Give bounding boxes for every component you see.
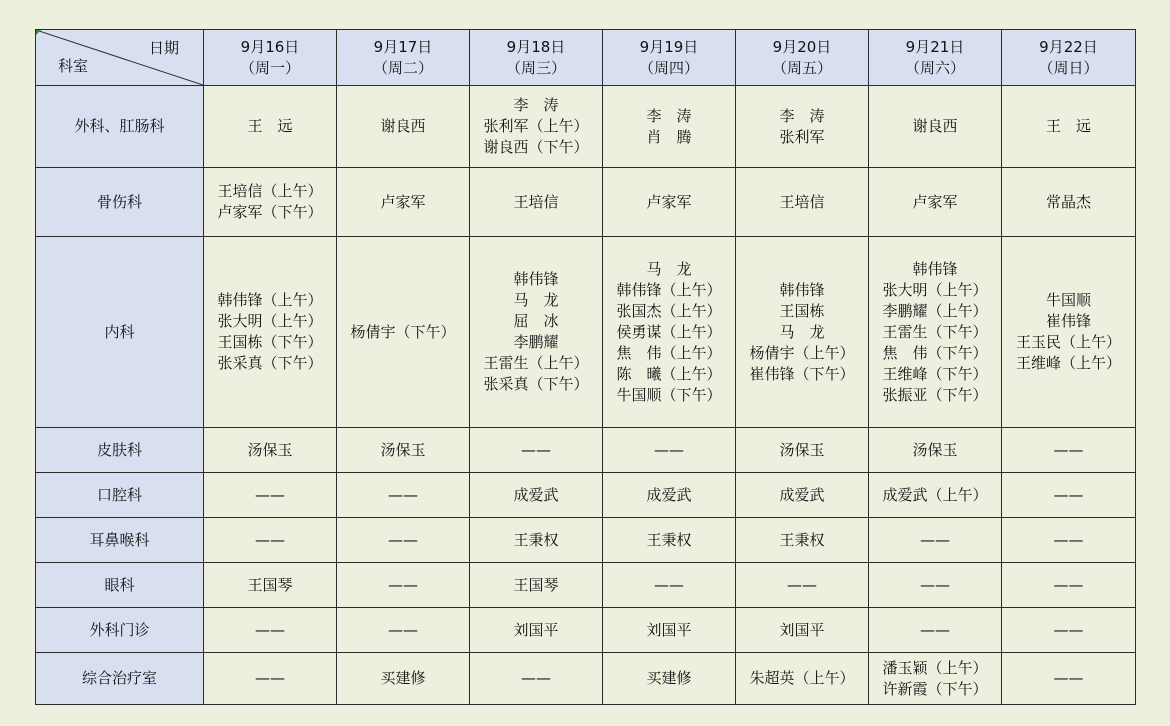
cell-entries: [1054, 530, 1084, 551]
doctor-entry: 李鹏耀: [513, 333, 559, 351]
schedule-cell: [204, 653, 337, 705]
doctor-entry: ——: [920, 575, 950, 594]
doctor-entry: 许新霞（下午）: [882, 679, 988, 698]
cell-entries: [380, 192, 425, 213]
doctor-entry: 王秉权: [646, 530, 692, 549]
doctor-entry: 王 远: [247, 117, 293, 135]
doctor-entry: ——: [920, 530, 950, 549]
schedule-cell: [470, 608, 603, 653]
doctor-entry: 刘国平: [779, 620, 825, 639]
duty-schedule-table: [35, 29, 1136, 705]
doctor-entry: ——: [255, 485, 285, 504]
doctor-entry: 王国琴: [247, 575, 293, 594]
doctor-entry: 谢良西（下午）: [483, 138, 589, 156]
doctor-entry: ——: [255, 530, 285, 549]
cell-entries: [255, 668, 285, 689]
day-weekday: （周日）: [1038, 58, 1099, 77]
day-weekday: （周二）: [372, 58, 433, 77]
schedule-cell: [470, 473, 603, 518]
doctor-entry: 陈 曦（上午）: [616, 364, 722, 383]
schedule-cell: [204, 473, 337, 518]
cell-entries: [388, 620, 418, 641]
schedule-cell: [869, 86, 1002, 168]
doctor-entry: 马 龙: [513, 291, 559, 309]
day-weekday: （周六）: [904, 58, 965, 77]
department-name: 皮肤科: [36, 428, 204, 473]
doctor-entry: 王培信: [779, 192, 825, 211]
schedule-cell: [1002, 608, 1136, 653]
doctor-entry: 谢良西: [912, 117, 958, 135]
schedule-cell: [204, 237, 337, 428]
doctor-entry: 王秉权: [779, 530, 825, 549]
doctor-entry: 张采真（下午）: [217, 354, 323, 372]
header-row: [36, 30, 1136, 86]
schedule-cell: [736, 86, 869, 168]
department-name: 外科门诊: [36, 608, 204, 653]
cell-entries: [255, 530, 285, 551]
schedule-cell: [603, 563, 736, 608]
cell-entries: [1054, 620, 1084, 641]
schedule-cell: [869, 428, 1002, 473]
doctor-entry: ——: [920, 620, 950, 639]
doctor-entry: ——: [388, 485, 418, 504]
cell-entries: [882, 485, 987, 506]
schedule-cell: [603, 653, 736, 705]
doctor-entry: 王雷生（下午）: [882, 322, 988, 341]
doctor-entry: 李 涛: [646, 106, 692, 125]
schedule-cell: [736, 653, 869, 705]
department-row: [36, 563, 1136, 608]
department-name: 外科、肛肠科: [36, 86, 204, 168]
doctor-entry: ——: [787, 575, 817, 594]
day-weekday: （周三）: [505, 58, 566, 77]
schedule-cell: [736, 563, 869, 608]
department-row: [36, 518, 1136, 563]
doctor-entry: 马 龙: [779, 322, 825, 341]
doctor-entry: 潘玉颖（上午）: [882, 658, 988, 677]
cell-entries: [247, 116, 292, 137]
schedule-cell: [869, 653, 1002, 705]
cell-entries: [247, 575, 292, 596]
day-weekday: （周五）: [771, 58, 832, 77]
schedule-cell: [736, 428, 869, 473]
cell-entries: [247, 440, 292, 461]
doctor-entry: 崔伟锋（下午）: [749, 364, 855, 383]
cell-entries: [1016, 290, 1121, 374]
schedule-cell: [1002, 653, 1136, 705]
cell-entries: [380, 668, 425, 689]
cell-entries: [380, 440, 425, 461]
schedule-cell: [603, 473, 736, 518]
doctor-entry: 汤保玉: [380, 440, 426, 459]
doctor-entry: 王维峰（下午）: [882, 364, 988, 383]
doctor-entry: 刘国平: [513, 620, 559, 639]
department-name: 口腔科: [36, 473, 204, 518]
schedule-cell: [736, 237, 869, 428]
schedule-cell: [1002, 168, 1136, 237]
schedule-cell: [337, 653, 470, 705]
cell-entries: [513, 530, 558, 551]
cell-entries: [1054, 440, 1084, 461]
doctor-entry: 成爱武（上午）: [882, 485, 988, 504]
cell-entries: [646, 106, 691, 148]
doctor-entry: ——: [388, 575, 418, 594]
cell-entries: [787, 575, 817, 596]
doctor-entry: 汤保玉: [247, 440, 293, 459]
cell-entries: [513, 620, 558, 641]
doctor-entry: 买建修: [646, 669, 692, 687]
doctor-entry: 李鹏耀（上午）: [882, 301, 988, 320]
day-column-header: [603, 30, 736, 86]
doctor-entry: 张大明（上午）: [882, 280, 988, 299]
schedule-cell: [204, 428, 337, 473]
doctor-entry: 卢家军: [912, 192, 958, 211]
doctor-entry: 卢家军: [646, 192, 692, 211]
schedule-cell: [603, 518, 736, 563]
schedule-cell: [470, 653, 603, 705]
cell-entries: [255, 620, 285, 641]
department-row: [36, 86, 1136, 168]
cell-entries: [513, 192, 558, 213]
doctor-entry: 杨倩宇（下午）: [350, 322, 456, 341]
doctor-entry: ——: [1053, 669, 1084, 687]
schedule-cell: [337, 428, 470, 473]
cell-entries: [350, 322, 455, 343]
department-name: 骨伤科: [36, 168, 204, 237]
cell-entries: [920, 620, 950, 641]
cell-entries: [255, 485, 285, 506]
schedule-cell: [1002, 428, 1136, 473]
doctor-entry: ——: [1053, 440, 1084, 459]
doctor-entry: 崔伟锋: [1045, 312, 1091, 330]
department-row: [36, 473, 1136, 518]
cell-entries: [646, 485, 691, 506]
cell-entries: [1046, 116, 1091, 137]
doctor-entry: ——: [521, 440, 551, 459]
corner-header-cell: [36, 30, 204, 86]
doctor-entry: 王雷生（上午）: [483, 354, 589, 372]
cell-entries: [388, 485, 418, 506]
schedule-cell: [204, 168, 337, 237]
cell-entries: [646, 668, 691, 689]
doctor-entry: ——: [654, 440, 684, 459]
doctor-entry: 王培信（上午）: [217, 182, 323, 200]
doctor-entry: 焦 伟（上午）: [616, 343, 722, 362]
doctor-entry: 牛国顺: [1045, 291, 1091, 309]
doctor-entry: 王 远: [1045, 117, 1091, 135]
schedule-cell: [470, 563, 603, 608]
day-column-header: [204, 30, 337, 86]
doctor-entry: 杨倩宇（上午）: [749, 343, 855, 362]
schedule-cell: [470, 237, 603, 428]
schedule-cell: [470, 168, 603, 237]
schedule-cell: [736, 608, 869, 653]
doctor-entry: ——: [654, 575, 684, 594]
cell-entries: [217, 290, 322, 374]
day-column-header: [736, 30, 869, 86]
schedule-cell: [204, 518, 337, 563]
doctor-entry: 常晶杰: [1045, 192, 1091, 211]
day-column-header: [1002, 30, 1136, 86]
doctor-entry: 焦 伟（下午）: [882, 343, 988, 362]
schedule-cell: [1002, 86, 1136, 168]
schedule-cell: [337, 563, 470, 608]
doctor-entry: 牛国顺（下午）: [616, 385, 722, 404]
doctor-entry: 肖 腾: [646, 127, 692, 146]
cell-entries: [882, 658, 987, 700]
cell-entries: [521, 440, 551, 461]
schedule-cell: [869, 168, 1002, 237]
department-row: [36, 608, 1136, 653]
cell-entries: [779, 530, 824, 551]
doctor-entry: ——: [1053, 530, 1084, 549]
cell-entries: [1054, 575, 1084, 596]
schedule-cell: [337, 168, 470, 237]
department-name: 内科: [36, 237, 204, 428]
day-date: 9月17日: [373, 37, 433, 56]
day-date: 9月18日: [506, 37, 566, 56]
doctor-entry: 汤保玉: [912, 440, 958, 459]
schedule-cell: [736, 168, 869, 237]
schedule-cell: [1002, 473, 1136, 518]
cell-entries: [388, 575, 418, 596]
schedule-cell: [337, 237, 470, 428]
cell-entries: [779, 106, 824, 148]
cell-entries: [920, 530, 950, 551]
schedule-cell: [337, 473, 470, 518]
cell-entries: [779, 485, 824, 506]
cell-entries: [217, 181, 322, 223]
doctor-entry: ——: [388, 620, 418, 639]
day-weekday: （周四）: [638, 58, 699, 77]
schedule-cell: [337, 608, 470, 653]
schedule-cell: [869, 237, 1002, 428]
doctor-entry: 韩伟锋（上午）: [616, 280, 722, 299]
department-row: [36, 428, 1136, 473]
schedule-cell: [603, 168, 736, 237]
doctor-entry: ——: [1053, 485, 1084, 504]
day-date: 9月19日: [639, 37, 699, 56]
doctor-entry: ——: [521, 669, 551, 687]
cell-entries: [380, 116, 425, 137]
schedule-body: [36, 86, 1136, 705]
cell-entries: [521, 668, 551, 689]
cell-entries: [912, 440, 957, 461]
schedule-cell: [337, 518, 470, 563]
cell-entries: [646, 530, 691, 551]
doctor-entry: 王国栋（下午）: [217, 333, 323, 351]
cell-entries: [779, 620, 824, 641]
schedule-cell: [204, 608, 337, 653]
doctor-entry: 王培信: [513, 192, 559, 211]
doctor-entry: 谢良西: [380, 117, 426, 135]
doctor-entry: 韩伟锋: [779, 280, 825, 299]
cell-entries: [654, 575, 684, 596]
cell-entries: [749, 668, 854, 689]
schedule-cell: [869, 473, 1002, 518]
cell-entries: [920, 575, 950, 596]
schedule-cell: [204, 563, 337, 608]
date-axis-label: 日期: [148, 39, 179, 57]
doctor-entry: 汤保玉: [779, 440, 825, 459]
schedule-cell: [869, 608, 1002, 653]
department-axis-label: 科室: [58, 57, 89, 75]
cell-entries: [483, 269, 588, 395]
schedule-cell: [869, 518, 1002, 563]
schedule-cell: [470, 428, 603, 473]
doctor-entry: ——: [255, 620, 285, 639]
cell-entries: [646, 192, 691, 213]
cell-entries: [882, 259, 987, 406]
doctor-entry: 王玉民（上午）: [1015, 333, 1121, 351]
schedule-cell: [603, 237, 736, 428]
department-name: 综合治疗室: [36, 653, 204, 705]
schedule-cell: [470, 518, 603, 563]
doctor-entry: 成爱武: [513, 485, 559, 504]
schedule-cell: [470, 86, 603, 168]
doctor-entry: 朱超英（上午）: [749, 669, 855, 687]
doctor-entry: 侯勇谋（上午）: [616, 322, 722, 341]
day-date: 9月21日: [905, 37, 965, 56]
doctor-entry: 卢家军: [380, 192, 426, 211]
doctor-entry: 张国杰（上午）: [616, 301, 722, 320]
schedule-cell: [603, 428, 736, 473]
doctor-entry: 李 涛: [513, 96, 559, 114]
schedule-cell: [603, 608, 736, 653]
day-date: 9月22日: [1039, 37, 1098, 56]
doctor-entry: 王国琴: [513, 575, 559, 594]
doctor-entry: 李 涛: [779, 106, 825, 125]
doctor-entry: ——: [1053, 620, 1084, 639]
doctor-entry: 卢家军（下午）: [217, 203, 323, 221]
doctor-entry: 张利军（上午）: [483, 117, 589, 135]
doctor-entry: ——: [388, 530, 418, 549]
doctor-entry: 韩伟锋（上午）: [217, 291, 323, 309]
day-column-header: [470, 30, 603, 86]
schedule-cell: [204, 86, 337, 168]
schedule-cell: [337, 86, 470, 168]
doctor-entry: 张利军: [779, 127, 825, 146]
schedule-cell: [1002, 237, 1136, 428]
cell-entries: [388, 530, 418, 551]
cell-entries: [1046, 192, 1091, 213]
doctor-entry: 韩伟锋: [513, 270, 559, 288]
cell-entries: [616, 259, 721, 406]
cell-entries: [513, 485, 558, 506]
doctor-entry: 韩伟锋: [912, 259, 958, 278]
cell-entries: [513, 575, 558, 596]
doctor-entry: 张振亚（下午）: [882, 385, 988, 404]
schedule-cell: [736, 518, 869, 563]
department-name: 眼科: [36, 563, 204, 608]
schedule-cell: [603, 86, 736, 168]
doctor-entry: 王秉权: [513, 530, 559, 549]
department-row: [36, 653, 1136, 705]
cell-entries: [779, 192, 824, 213]
cell-entries: [749, 280, 854, 385]
doctor-entry: 屈 冰: [513, 312, 559, 330]
schedule-cell: [736, 473, 869, 518]
doctor-entry: ——: [1053, 575, 1084, 594]
doctor-entry: 成爱武: [779, 485, 825, 504]
schedule-cell: [869, 563, 1002, 608]
doctor-entry: ——: [255, 669, 285, 687]
day-date: 9月16日: [240, 37, 300, 56]
doctor-entry: 马 龙: [646, 259, 692, 278]
cell-entries: [646, 620, 691, 641]
day-column-header: [869, 30, 1002, 86]
department-row: [36, 237, 1136, 428]
doctor-entry: 王国栋: [779, 301, 825, 320]
cell-entries: [483, 95, 588, 158]
day-weekday: （周一）: [239, 58, 300, 77]
doctor-entry: 刘国平: [646, 620, 692, 639]
doctor-entry: 买建修: [380, 669, 426, 687]
cell-entries: [912, 192, 957, 213]
department-row: [36, 168, 1136, 237]
department-name: 耳鼻喉科: [36, 518, 204, 563]
day-column-header: [337, 30, 470, 86]
schedule-cell: [1002, 518, 1136, 563]
schedule-cell: [1002, 563, 1136, 608]
day-date: 9月20日: [772, 37, 832, 56]
cell-entries: [912, 116, 957, 137]
doctor-entry: 张大明（上午）: [217, 312, 323, 330]
doctor-entry: 王维峰（上午）: [1015, 354, 1121, 372]
doctor-entry: 张采真（下午）: [483, 375, 589, 393]
cell-entries: [654, 440, 684, 461]
cell-entries: [1054, 485, 1084, 506]
cell-entries: [1054, 668, 1084, 689]
cell-entries: [779, 440, 824, 461]
doctor-entry: 成爱武: [646, 485, 692, 504]
